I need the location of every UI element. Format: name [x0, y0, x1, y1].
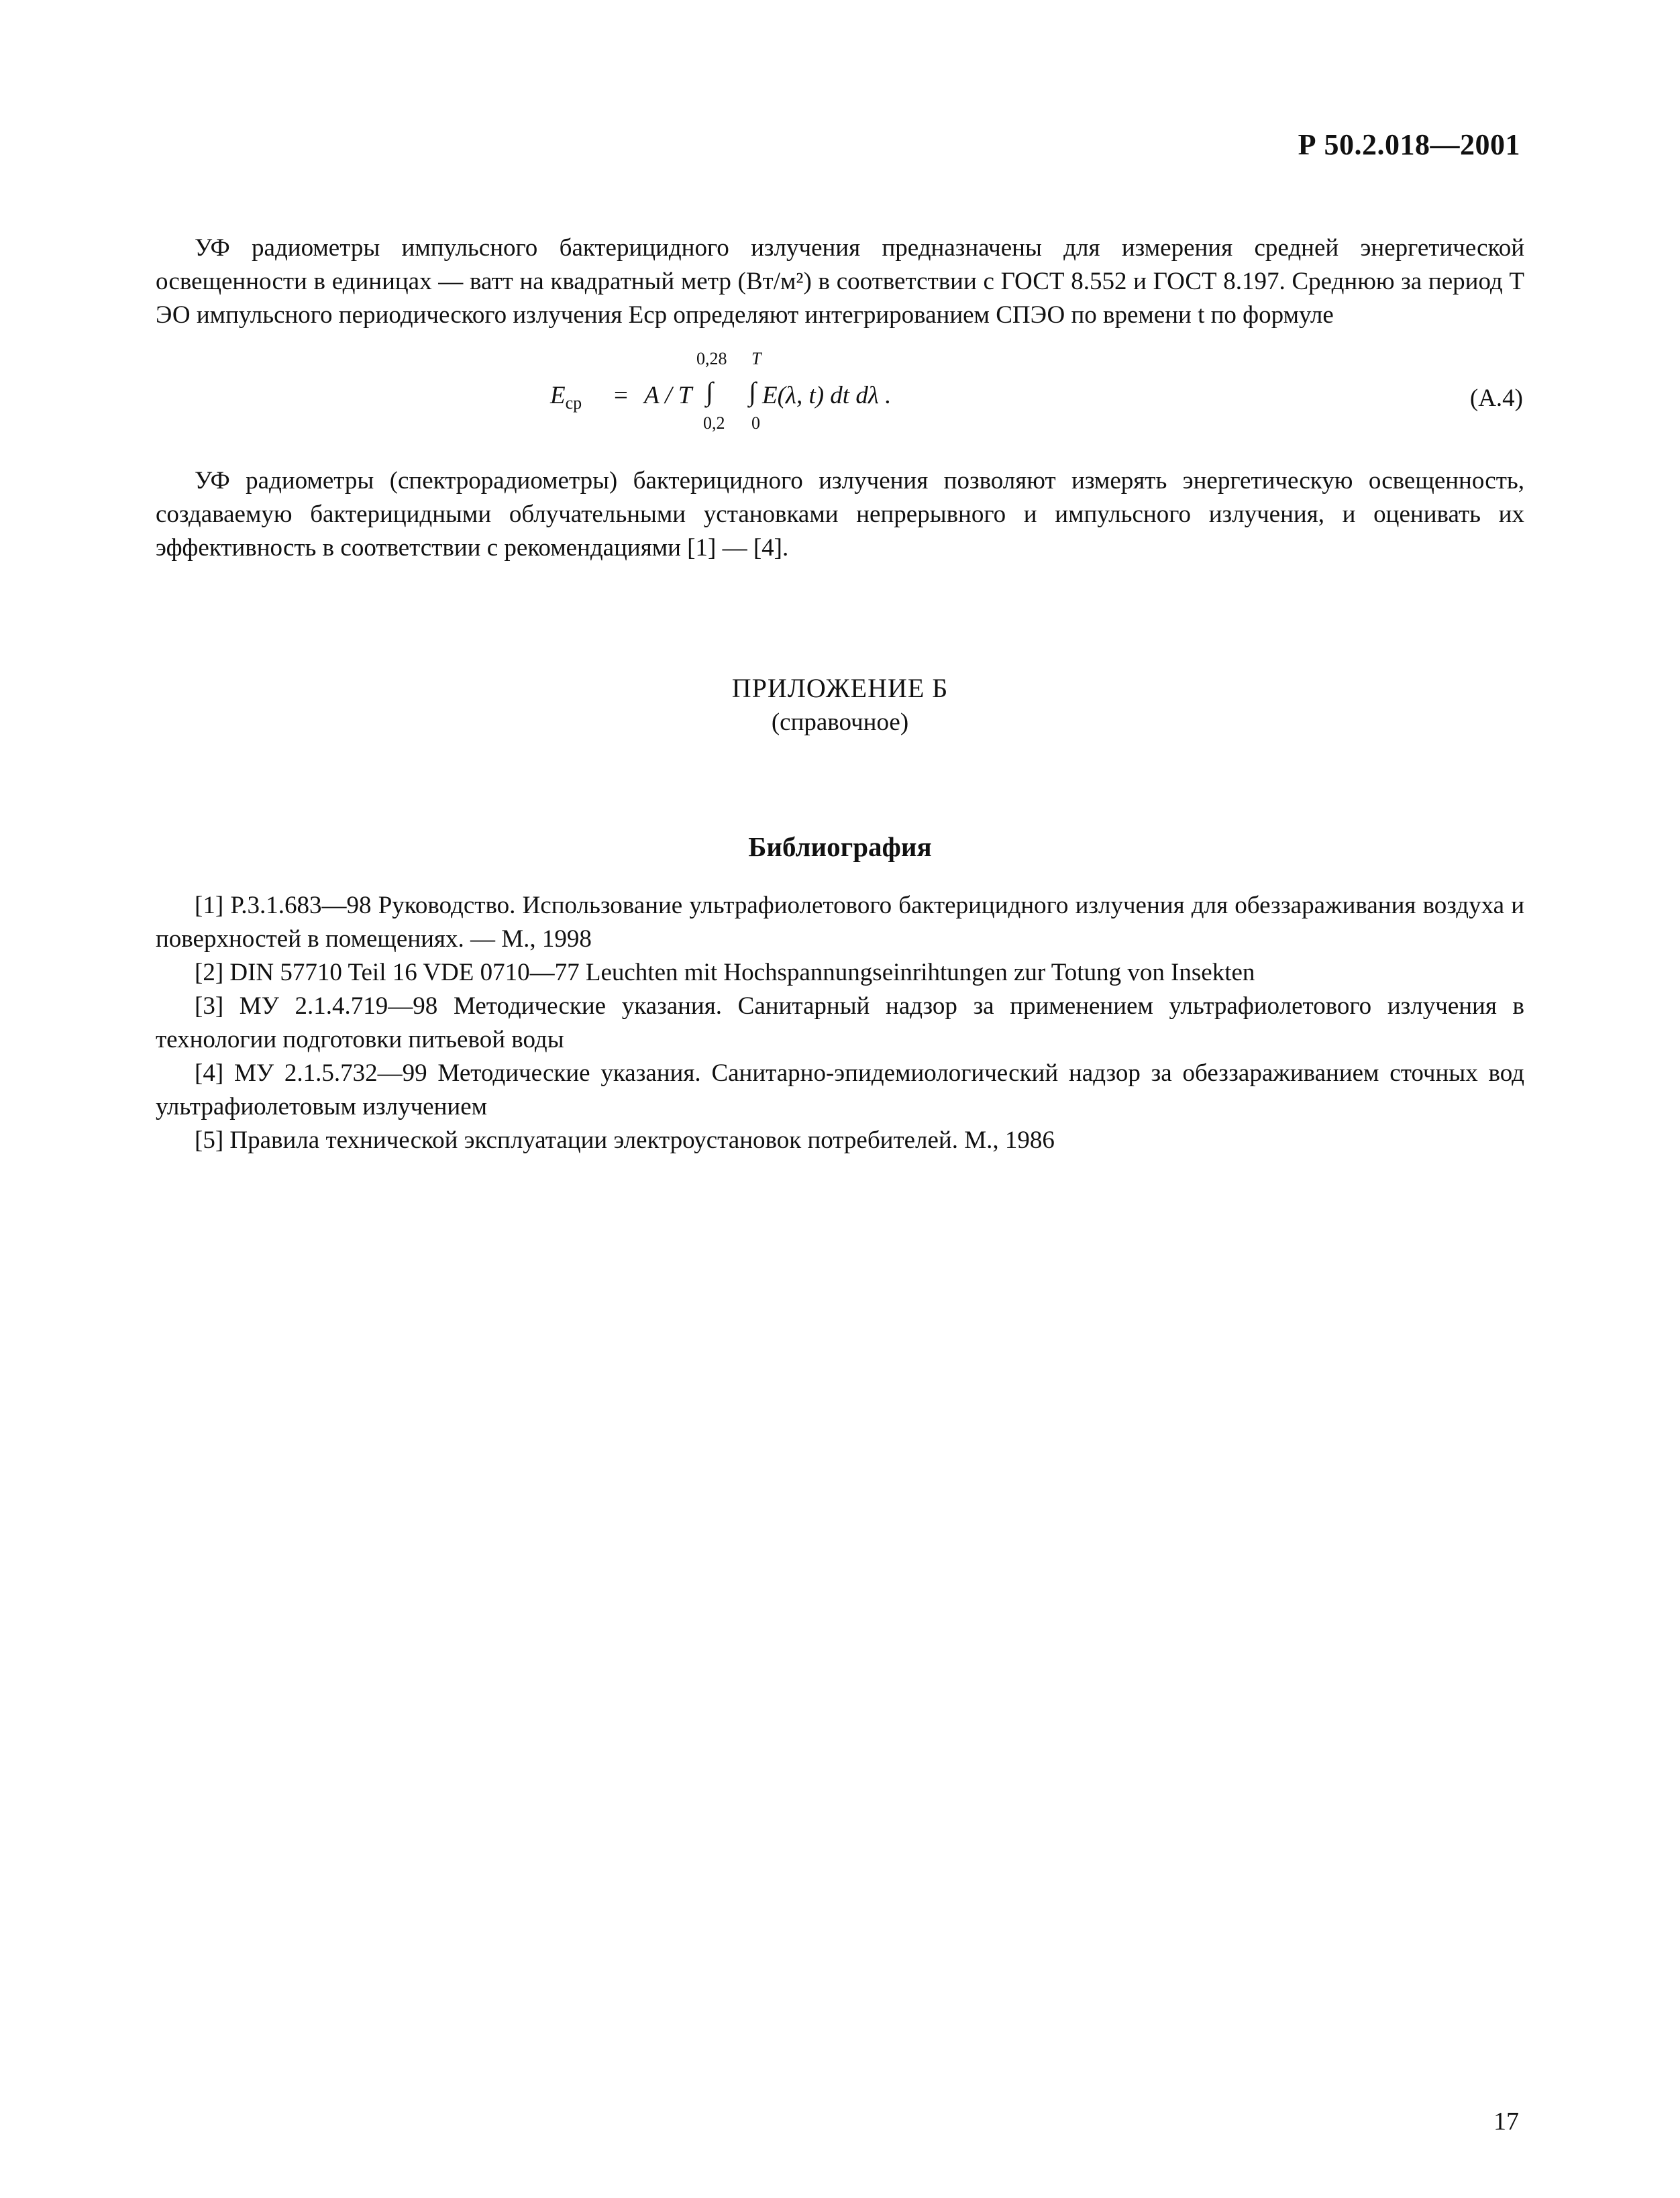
integral2-upper-limit: T: [751, 349, 762, 368]
bibliography-item: [3] МУ 2.1.4.719—98 Методические указания. Санитарный надзор за применением ультрафиолетового излучения в технологии подготовки питьевой воды: [156, 992, 1524, 1053]
bibliography-item: [5] Правила технической эксплуатации электроустановок потребителей. М., 1986: [195, 1127, 1055, 1154]
page-number: 17: [1493, 2107, 1519, 2136]
bibliography-item: [4] МУ 2.1.5.732—99 Методические указания. Санитарно-эпидемиологический надзор за обеззараживанием сточных вод ультрафиолетовым излучением: [156, 1059, 1524, 1120]
formula-part2: E(λ, t) dt dλ .: [762, 382, 892, 409]
integral1-lower-limit: 0,2: [703, 413, 725, 433]
formula-part1: A / T: [644, 382, 692, 409]
bibliography-list: [156, 889, 1524, 1157]
formula-equals: =: [614, 382, 628, 409]
bibliography-item: [2] DIN 57710 Teil 16 VDE 0710—77 Leuchten mit Hochspannungseinrihtungen zur Totung von Insekten: [195, 959, 1255, 986]
formula-a4: [550, 349, 1523, 433]
formula-lhs: $E_{ср}$: [550, 382, 582, 413]
bibliography-item: [1] Р.3.1.683—98 Руководство. Использование ультрафиолетового бактерицидного излучения для обеззараживания воздуха и поверхностей в помещениях. — М., 1998: [156, 892, 1524, 953]
formula-number: (A.4): [1469, 384, 1523, 412]
integral2-lower-limit: 0: [751, 413, 760, 433]
integral1-sign: ∫: [706, 376, 713, 407]
appendix-subtitle: (справочное): [771, 709, 909, 736]
bibliography-heading: Библиография: [748, 831, 932, 862]
paragraph-spectroradiometers: УФ радиометры (спектрорадиометры) бактерицидного излучения позволяют измерять энергетическую освещенность, создаваемую бактерицидными облучательными установками непрерывного и импульсного излучения, и оценивать их эффективность в соответствии с рекомендациями [1] — [4].: [156, 467, 1524, 562]
formula-lhs-subscript: ср: [565, 393, 582, 413]
document-code: Р 50.2.018—2001: [1298, 128, 1520, 161]
integral2-sign: ∫: [749, 376, 756, 407]
paragraph-radiometers-pulse: УФ радиометры импульсного бактерицидного излучения предназначены для измерения средней энергетической освещенности в единицах — ватт на квадратный метр (Вт/м²) в соответствии с ГОСТ 8.552 и ГОСТ 8.197. Среднюю за период T ЭО импульсного периодического излучения Eср определяют интегрированием СПЭО по времени t по формуле: [156, 234, 1524, 329]
integral1-upper-limit: 0,28: [696, 349, 727, 368]
appendix-title: ПРИЛОЖЕНИЕ Б: [731, 673, 949, 703]
